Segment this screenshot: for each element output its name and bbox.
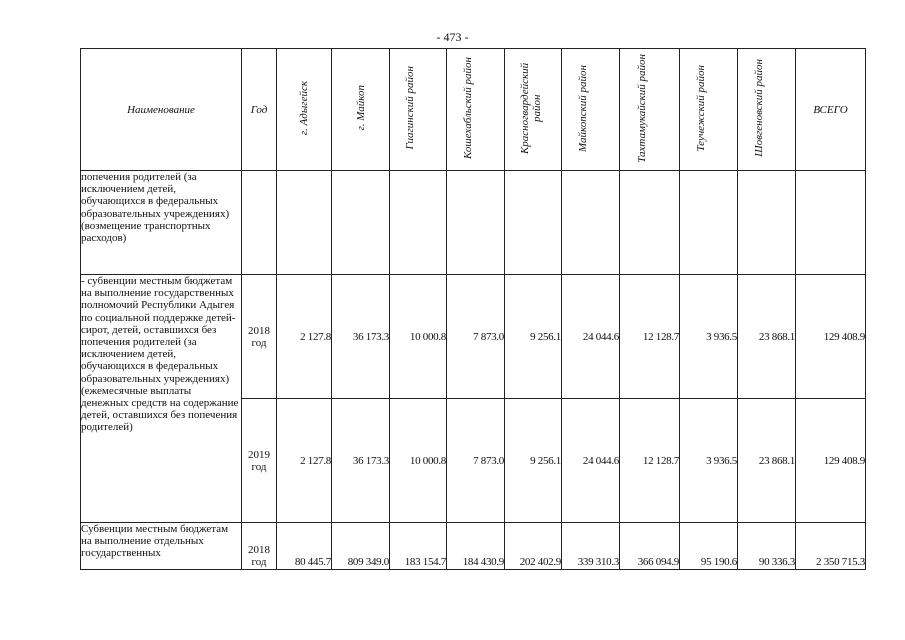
value-cell: 24 044.6 (562, 399, 620, 523)
header-row (81, 49, 866, 171)
total-cell: 2 350 715.3 (796, 523, 866, 570)
value-cell: 366 094.9 (620, 523, 680, 570)
table-row (81, 275, 866, 399)
value-cell: 10 000.8 (390, 399, 447, 523)
header-district: Красногвардейский район (505, 49, 562, 171)
header-district: г. Майкоп (332, 49, 390, 171)
value-cell: 202 402.9 (505, 523, 562, 570)
value-cell: 90 336.3 (738, 523, 796, 570)
total-cell: 129 408.9 (796, 275, 866, 399)
value-cell: 2 127.8 (277, 275, 332, 399)
value-cell: 3 936.5 (680, 399, 738, 523)
table-row (81, 171, 866, 275)
value-cell: 9 256.1 (505, 399, 562, 523)
value-cell: 12 128.7 (620, 399, 680, 523)
total-cell: 129 408.9 (796, 399, 866, 523)
row-year: 2019 год (242, 399, 277, 523)
value-cell: 2 127.8 (277, 399, 332, 523)
value-cell: 23 868.1 (738, 275, 796, 399)
header-district: Теучежский район (680, 49, 738, 171)
value-cell: 23 868.1 (738, 399, 796, 523)
value-cell: 3 936.5 (680, 275, 738, 399)
value-cell: 7 873.0 (447, 275, 505, 399)
row-year: 2018 год (242, 275, 277, 399)
row-name: - субвенции местным бюджетам на выполнение государственных полномочий Республики Адыгея по социальной поддержке детей-сирот, детей, оставшихся без попечения родителей (за исключением детей, обучающихся в федеральных образовательных учреждениях) (ежемесячные выплаты денежных средств на содержание детей, оставшихся без попечения родителей) (81, 275, 242, 523)
value-cell: 183 154.7 (390, 523, 447, 570)
row-name: Субвенции местным бюджетам на выполнение отдельных государственных (81, 523, 242, 570)
value-cell: 184 430.9 (447, 523, 505, 570)
header-district: Кошехабльский район (447, 49, 505, 171)
value-cell: 809 349.0 (332, 523, 390, 570)
header-district: Гиагинский район (390, 49, 447, 171)
header-total: ВСЕГО (796, 49, 866, 171)
value-cell: 9 256.1 (505, 275, 562, 399)
value-cell: 12 128.7 (620, 275, 680, 399)
header-district: г. Адыгейск (277, 49, 332, 171)
row-name: попечения родителей (за исключением детей, обучающихся в федеральных образовательных учреждениях) (возмещение транспортных расходов) (81, 171, 242, 275)
value-cell: 36 173.3 (332, 275, 390, 399)
value-cell: 24 044.6 (562, 275, 620, 399)
header-name: Наименование (81, 49, 242, 171)
row-year: 2018 год (242, 523, 277, 570)
page-number: - 473 - (436, 30, 469, 44)
budget-table (80, 48, 866, 570)
value-cell: 339 310.3 (562, 523, 620, 570)
value-cell: 7 873.0 (447, 399, 505, 523)
value-cell: 95 190.6 (680, 523, 738, 570)
header-district: Шовгеновский район (738, 49, 796, 171)
header-year: Год (242, 49, 277, 171)
table-row (81, 523, 866, 570)
value-cell: 36 173.3 (332, 399, 390, 523)
header-district: Тахтамукайский район (620, 49, 680, 171)
value-cell: 80 445.7 (277, 523, 332, 570)
header-district: Майкопский район (562, 49, 620, 171)
value-cell: 10 000.8 (390, 275, 447, 399)
